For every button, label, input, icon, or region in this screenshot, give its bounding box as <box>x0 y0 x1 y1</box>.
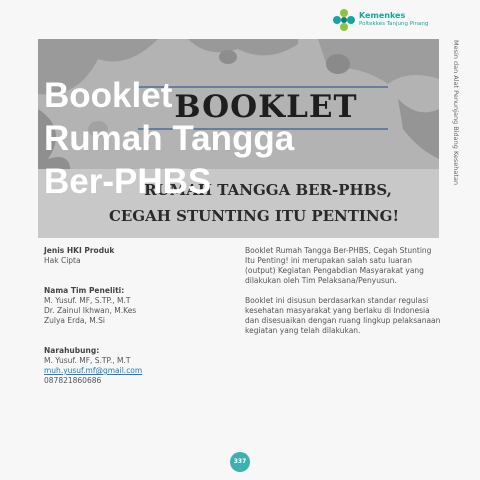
description-paragraph: Booklet ini disusun berdasarkan standar regulasi kesehatan masyarakat yang berlaku di Indonesia dan disesuaikan dengan ruang lingkup pelaksanaan kegiatan yang telah dilakukan. <box>245 296 441 335</box>
cover-title-word: BOOKLET <box>174 89 358 125</box>
ip-type-label: Jenis HKI Produk <box>44 246 115 255</box>
kemenkes-logo <box>332 8 452 32</box>
cover-subtitle-line1: RUMAH TANGGA BER-PHBS, <box>144 181 392 199</box>
product-description <box>245 246 441 346</box>
product-title <box>44 74 294 203</box>
research-team-label: Nama Tim Peneliti: <box>44 286 125 295</box>
team-member: Dr. Zainul Ikhwan, M.Kes <box>44 306 137 315</box>
kemenkes-logo-icon <box>332 8 356 32</box>
contact-name: M. Yusuf. MF, S.TP., M.T <box>44 356 131 365</box>
side-category-label: Mesin dan Alat Penunjang Bidang Kesehatan <box>452 40 460 186</box>
team-member: M. Yusuf. MF, S.TP., M.T <box>44 296 131 305</box>
cover-subtitle-line2: CEGAH STUNTING ITU PENTING! <box>108 207 400 225</box>
team-member: Zulya Erda, M.Si <box>44 316 105 325</box>
page-number-badge: 337 <box>230 452 250 472</box>
contact-label: Narahubung: <box>44 346 100 355</box>
product-title-line: Booklet <box>44 76 173 115</box>
contact-email-link[interactable]: muh.yusuf.mf@gmail.com <box>44 366 143 375</box>
product-title-line: Ber-PHBS <box>44 162 212 201</box>
description-paragraph: Booklet Rumah Tangga Ber-PHBS, Cegah Stunting Itu Penting! ini merupakan salah satu luaran (output) Kegiatan Pengabdian Masyarakat yang dilakukan oleh Tim Pelaksana/Penyusun. <box>245 246 432 285</box>
product-info <box>44 246 224 386</box>
brand-name: Kemenkes <box>359 11 406 20</box>
brand-subtitle: Poltekkes Tanjung Pinang <box>359 21 429 27</box>
contact-phone: 087821860686 <box>44 376 102 385</box>
ip-type-value: Hak Cipta <box>44 256 81 265</box>
product-title-line: Rumah Tangga <box>44 119 295 158</box>
